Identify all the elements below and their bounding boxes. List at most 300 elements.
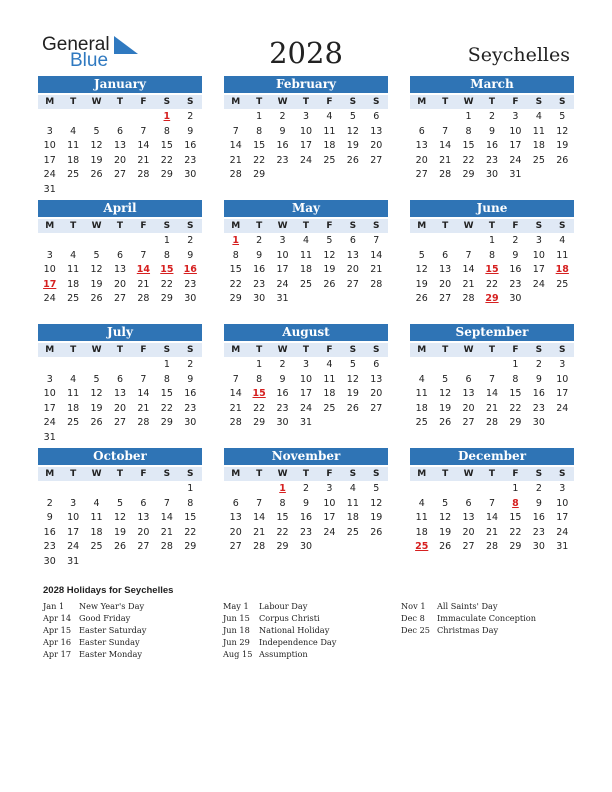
weekday-label: T [302, 221, 310, 231]
day-cell: 6 [373, 359, 380, 370]
day-cell: 13 [113, 264, 127, 276]
day-cell: 12 [439, 388, 452, 400]
day-cell: 1 [512, 359, 519, 370]
day-cell: 17 [556, 388, 569, 400]
month-header: March [410, 76, 574, 93]
holiday-row [223, 600, 336, 612]
day-cell: 27 [229, 541, 242, 553]
empty-day-cell [410, 234, 433, 249]
weekday-label: T [70, 221, 77, 231]
empty-day-cell [224, 358, 247, 373]
weekday-label: T [70, 345, 77, 355]
month-april [38, 200, 202, 307]
day-cell: 24 [556, 526, 569, 538]
weekday-header-row [38, 95, 202, 109]
day-cell: 5 [418, 249, 425, 261]
weekday-label: T [70, 97, 77, 107]
holiday-name: Christmas Day [437, 625, 499, 635]
day-cell: 25 [323, 154, 336, 166]
day-cell: 22 [253, 154, 266, 166]
day-cell: 15 [253, 140, 266, 152]
weekday-label: S [163, 221, 171, 231]
day-cell: 15 [229, 264, 242, 276]
weekday-label: M [417, 345, 427, 355]
day-cell: 10 [556, 373, 569, 385]
weekday-label: S [349, 97, 357, 107]
day-cell: 12 [90, 140, 103, 152]
day-cell: 10 [323, 497, 336, 509]
month-august [224, 324, 388, 431]
day-cell: 12 [556, 125, 569, 137]
holiday-name: Easter Sunday [79, 637, 140, 647]
day-cell: 19 [90, 278, 103, 290]
empty-day-cell [38, 358, 61, 373]
weekday-header-row [38, 219, 202, 233]
holiday-date: Apr 14 [43, 613, 72, 623]
empty-day-cell [132, 358, 155, 373]
day-cell: 30 [485, 169, 499, 181]
weekday-header-row [38, 467, 202, 481]
weekday-label: M [45, 97, 55, 107]
weekday-label: M [417, 469, 427, 479]
day-cell: 19 [346, 140, 359, 152]
day-cell: 11 [323, 373, 336, 385]
day-cell: 16 [276, 388, 289, 400]
weekday-label: M [231, 97, 241, 107]
holiday-date: Dec 8 [401, 613, 425, 623]
weekday-label: F [326, 221, 333, 231]
day-cell: 11 [532, 125, 545, 137]
month-march [410, 76, 574, 183]
day-cell: 26 [323, 278, 336, 290]
day-cell: 11 [67, 140, 80, 152]
day-cell: 14 [253, 512, 266, 524]
weekday-header-row [224, 219, 388, 233]
weekday-label: S [559, 345, 566, 355]
day-cell: 23 [43, 541, 56, 553]
day-cell: 8 [163, 125, 170, 137]
day-cell: 27 [462, 417, 475, 429]
weekday-label: F [140, 469, 147, 479]
holiday-column [223, 600, 336, 660]
day-cell: 15 [160, 140, 173, 152]
weekday-label: F [140, 345, 147, 355]
day-cell: 18 [67, 278, 80, 290]
day-cell: 6 [373, 111, 380, 122]
day-cell: 3 [279, 235, 286, 246]
day-grid [38, 482, 202, 570]
day-cell: 6 [418, 125, 425, 137]
weekday-label: M [45, 221, 55, 231]
holiday-day-cell: 25 [415, 541, 429, 553]
day-cell: 10 [67, 512, 80, 524]
weekday-label: T [442, 469, 449, 479]
day-cell: 29 [509, 541, 522, 553]
day-cell: 6 [465, 373, 472, 385]
weekday-label: M [417, 221, 427, 231]
day-cell: 22 [485, 278, 499, 290]
empty-day-cell [480, 358, 503, 373]
weekday-label: W [463, 469, 474, 479]
day-cell: 5 [349, 111, 356, 122]
day-cell: 5 [93, 373, 100, 385]
holiday-name: Independence Day [259, 637, 337, 647]
holiday-day-cell: 15 [160, 264, 174, 276]
day-cell: 15 [160, 388, 173, 400]
day-cell: 27 [346, 278, 359, 290]
day-cell: 20 [439, 278, 452, 290]
day-cell: 3 [46, 125, 53, 137]
day-cell: 28 [137, 169, 150, 181]
day-cell: 22 [160, 154, 173, 166]
day-cell: 30 [184, 293, 197, 305]
country-title: Seychelles [467, 44, 570, 66]
day-cell: 3 [535, 235, 542, 246]
day-cell: 23 [184, 278, 197, 290]
day-cell: 24 [323, 526, 336, 538]
day-cell: 8 [256, 125, 263, 137]
day-cell: 5 [442, 497, 449, 509]
day-cell: 7 [442, 125, 449, 137]
empty-day-cell [410, 358, 433, 373]
day-cell: 24 [43, 169, 56, 181]
day-cell: 2 [187, 359, 194, 370]
day-cell: 23 [184, 402, 197, 414]
empty-day-cell [108, 234, 131, 249]
day-cell: 30 [299, 541, 313, 553]
weekday-label: M [417, 97, 427, 107]
day-cell: 19 [90, 402, 103, 414]
day-cell: 10 [43, 140, 56, 152]
day-cell: 28 [370, 278, 383, 290]
day-cell: 16 [485, 140, 499, 152]
day-cell: 9 [279, 125, 286, 137]
day-cell: 12 [346, 373, 359, 385]
day-cell: 29 [509, 417, 522, 429]
day-cell: 28 [229, 169, 242, 181]
day-cell: 11 [67, 388, 80, 400]
day-cell: 3 [46, 249, 53, 261]
day-cell: 30 [532, 417, 545, 429]
weekday-label: S [373, 97, 380, 107]
weekday-header-row [38, 343, 202, 357]
weekday-label: F [512, 345, 519, 355]
weekday-header-row [224, 95, 388, 109]
day-cell: 19 [346, 388, 359, 400]
day-cell: 27 [113, 293, 127, 305]
day-cell: 15 [184, 512, 197, 524]
weekday-label: S [349, 221, 357, 231]
weekday-header-row [410, 467, 574, 481]
day-cell: 13 [370, 125, 383, 137]
day-cell: 23 [532, 402, 545, 414]
day-cell: 23 [184, 154, 197, 166]
day-cell: 26 [90, 417, 103, 429]
day-cell: 13 [370, 373, 383, 385]
day-cell: 9 [46, 512, 53, 524]
day-grid [224, 110, 388, 183]
holiday-name: National Holiday [259, 625, 330, 635]
day-grid [38, 358, 202, 446]
weekday-label: F [512, 221, 519, 231]
day-cell: 6 [465, 497, 472, 509]
day-grid [224, 482, 388, 555]
day-cell: 16 [253, 264, 266, 276]
weekday-label: F [326, 345, 333, 355]
day-cell: 25 [532, 154, 545, 166]
day-cell: 6 [232, 497, 239, 509]
day-cell: 25 [346, 526, 359, 538]
day-cell: 6 [116, 249, 124, 261]
weekday-label: T [302, 345, 310, 355]
day-cell: 12 [346, 125, 359, 137]
day-cell: 5 [93, 125, 100, 137]
day-cell: 29 [160, 293, 173, 305]
holiday-date: Jun 29 [223, 637, 250, 647]
day-cell: 8 [163, 249, 170, 261]
day-cell: 4 [418, 373, 425, 385]
holiday-day-cell: 18 [555, 264, 569, 276]
day-cell: 19 [415, 278, 428, 290]
day-cell: 23 [299, 526, 313, 538]
day-cell: 1 [488, 235, 496, 246]
day-cell: 31 [276, 293, 289, 305]
day-cell: 3 [559, 359, 566, 370]
holiday-row [43, 636, 146, 648]
day-cell: 20 [462, 402, 475, 414]
holiday-name: New Year's Day [79, 601, 145, 611]
day-cell: 14 [462, 264, 475, 276]
day-cell: 8 [465, 125, 472, 137]
day-cell: 17 [532, 264, 545, 276]
weekday-label: F [140, 221, 147, 231]
holiday-day-cell: 29 [485, 293, 499, 305]
day-cell: 9 [256, 249, 263, 261]
day-cell: 1 [256, 359, 263, 370]
weekday-label: F [326, 469, 333, 479]
day-cell: 1 [187, 483, 194, 494]
weekday-label: W [277, 221, 288, 231]
day-cell: 25 [556, 278, 569, 290]
day-cell: 17 [67, 526, 80, 538]
day-cell: 7 [232, 373, 239, 385]
day-cell: 30 [276, 417, 289, 429]
day-cell: 26 [90, 293, 103, 305]
month-header: July [38, 324, 202, 341]
day-cell: 8 [279, 497, 286, 509]
weekday-label: T [256, 469, 263, 479]
day-cell: 24 [43, 293, 56, 305]
empty-day-cell [433, 482, 456, 497]
day-cell: 19 [323, 264, 336, 276]
day-cell: 2 [302, 483, 310, 494]
day-cell: 3 [302, 111, 310, 122]
day-cell: 31 [556, 541, 569, 553]
day-cell: 19 [556, 140, 569, 152]
day-cell: 28 [229, 417, 242, 429]
day-cell: 25 [67, 417, 80, 429]
empty-day-cell [132, 482, 155, 497]
day-cell: 10 [532, 249, 545, 261]
month-header: January [38, 76, 202, 93]
day-cell: 26 [415, 293, 428, 305]
day-cell: 16 [509, 264, 522, 276]
holiday-name: All Saints' Day [437, 601, 498, 611]
day-cell: 6 [116, 373, 124, 385]
holiday-date: Nov 1 [401, 601, 426, 611]
day-cell: 7 [373, 235, 380, 246]
day-cell: 31 [43, 183, 56, 195]
day-cell: 17 [299, 140, 313, 152]
day-cell: 26 [346, 402, 359, 414]
day-cell: 17 [43, 402, 56, 414]
day-cell: 5 [373, 483, 380, 494]
empty-day-cell [38, 234, 61, 249]
empty-day-cell [61, 110, 84, 125]
day-cell: 2 [488, 111, 496, 122]
weekday-label: T [116, 469, 124, 479]
month-june [410, 200, 574, 307]
day-cell: 14 [370, 249, 383, 261]
day-cell: 12 [370, 497, 383, 509]
empty-day-cell [457, 482, 480, 497]
day-cell: 1 [163, 235, 170, 246]
day-cell: 11 [323, 125, 336, 137]
day-cell: 9 [187, 125, 194, 137]
day-cell: 24 [299, 154, 313, 166]
holiday-day-cell: 15 [485, 264, 499, 276]
day-cell: 21 [485, 402, 499, 414]
day-cell: 21 [462, 278, 475, 290]
day-cell: 2 [46, 497, 53, 509]
holiday-row [43, 600, 146, 612]
day-cell: 13 [113, 388, 127, 400]
empty-day-cell [457, 234, 480, 249]
day-cell: 2 [279, 111, 286, 122]
day-cell: 16 [43, 526, 56, 538]
day-cell: 18 [299, 264, 313, 276]
day-cell: 14 [160, 512, 173, 524]
day-cell: 9 [279, 373, 286, 385]
empty-day-cell [410, 482, 433, 497]
holiday-day-cell: 8 [512, 497, 519, 509]
day-cell: 18 [67, 154, 80, 166]
day-cell: 28 [485, 541, 499, 553]
day-cell: 20 [415, 154, 428, 166]
weekday-label: S [535, 345, 543, 355]
weekday-label: W [277, 345, 288, 355]
weekday-label: M [231, 221, 241, 231]
day-cell: 19 [439, 526, 452, 538]
day-grid [38, 110, 202, 198]
weekday-label: M [45, 469, 55, 479]
weekday-label: T [442, 97, 449, 107]
day-cell: 31 [67, 555, 80, 567]
day-grid [224, 358, 388, 431]
holiday-day-cell: 1 [163, 111, 171, 122]
day-cell: 8 [163, 373, 170, 385]
day-cell: 16 [532, 388, 545, 400]
day-cell: 25 [415, 417, 428, 429]
holiday-name: Assumption [259, 649, 308, 659]
empty-day-cell [38, 110, 61, 125]
day-cell: 18 [346, 512, 359, 524]
day-cell: 22 [509, 402, 522, 414]
day-cell: 21 [137, 154, 150, 166]
day-cell: 28 [137, 293, 150, 305]
day-cell: 4 [93, 497, 100, 509]
weekday-label: S [373, 469, 380, 479]
weekday-label: W [463, 221, 474, 231]
month-header: November [224, 448, 388, 465]
weekday-label: F [140, 97, 147, 107]
day-cell: 1 [512, 483, 519, 494]
day-cell: 1 [465, 111, 472, 122]
weekday-label: S [535, 97, 543, 107]
day-cell: 24 [299, 402, 313, 414]
day-cell: 2 [512, 235, 519, 246]
day-cell: 14 [137, 388, 150, 400]
empty-day-cell [247, 482, 270, 497]
holiday-day-cell: 16 [183, 264, 197, 276]
day-cell: 10 [299, 373, 313, 385]
day-cell: 4 [349, 483, 356, 494]
day-cell: 18 [415, 402, 428, 414]
day-cell: 25 [299, 278, 313, 290]
logo-word-blue: Blue [70, 50, 109, 71]
empty-day-cell [38, 482, 61, 497]
day-cell: 7 [232, 125, 239, 137]
day-cell: 27 [370, 402, 383, 414]
weekday-label: T [256, 345, 263, 355]
holiday-date: Apr 17 [43, 649, 72, 659]
generalblue-logo [42, 34, 142, 70]
day-cell: 4 [70, 249, 77, 261]
logo-triangle-icon [114, 36, 138, 54]
weekday-label: T [488, 345, 496, 355]
day-cell: 23 [485, 154, 499, 166]
empty-day-cell [480, 482, 503, 497]
day-cell: 29 [462, 169, 475, 181]
day-grid [410, 110, 574, 183]
holiday-date: May 1 [223, 601, 249, 611]
day-cell: 14 [137, 140, 150, 152]
day-cell: 11 [415, 388, 428, 400]
day-cell: 21 [439, 154, 452, 166]
holiday-date: Dec 25 [401, 625, 431, 635]
day-cell: 27 [113, 417, 127, 429]
day-cell: 14 [485, 512, 499, 524]
day-cell: 22 [276, 526, 289, 538]
day-cell: 28 [137, 417, 150, 429]
day-cell: 24 [67, 541, 80, 553]
day-cell: 2 [187, 111, 194, 122]
day-cell: 19 [370, 512, 383, 524]
day-cell: 8 [512, 373, 519, 385]
day-cell: 6 [116, 125, 124, 137]
day-cell: 27 [462, 541, 475, 553]
day-cell: 9 [535, 373, 542, 385]
month-header: April [38, 200, 202, 217]
day-cell: 24 [509, 154, 522, 166]
day-cell: 7 [163, 497, 170, 509]
day-cell: 12 [439, 512, 452, 524]
day-cell: 18 [323, 140, 336, 152]
day-cell: 27 [415, 169, 428, 181]
day-cell: 8 [488, 249, 496, 261]
day-cell: 4 [418, 497, 425, 509]
holiday-date: Jan 1 [43, 601, 65, 611]
